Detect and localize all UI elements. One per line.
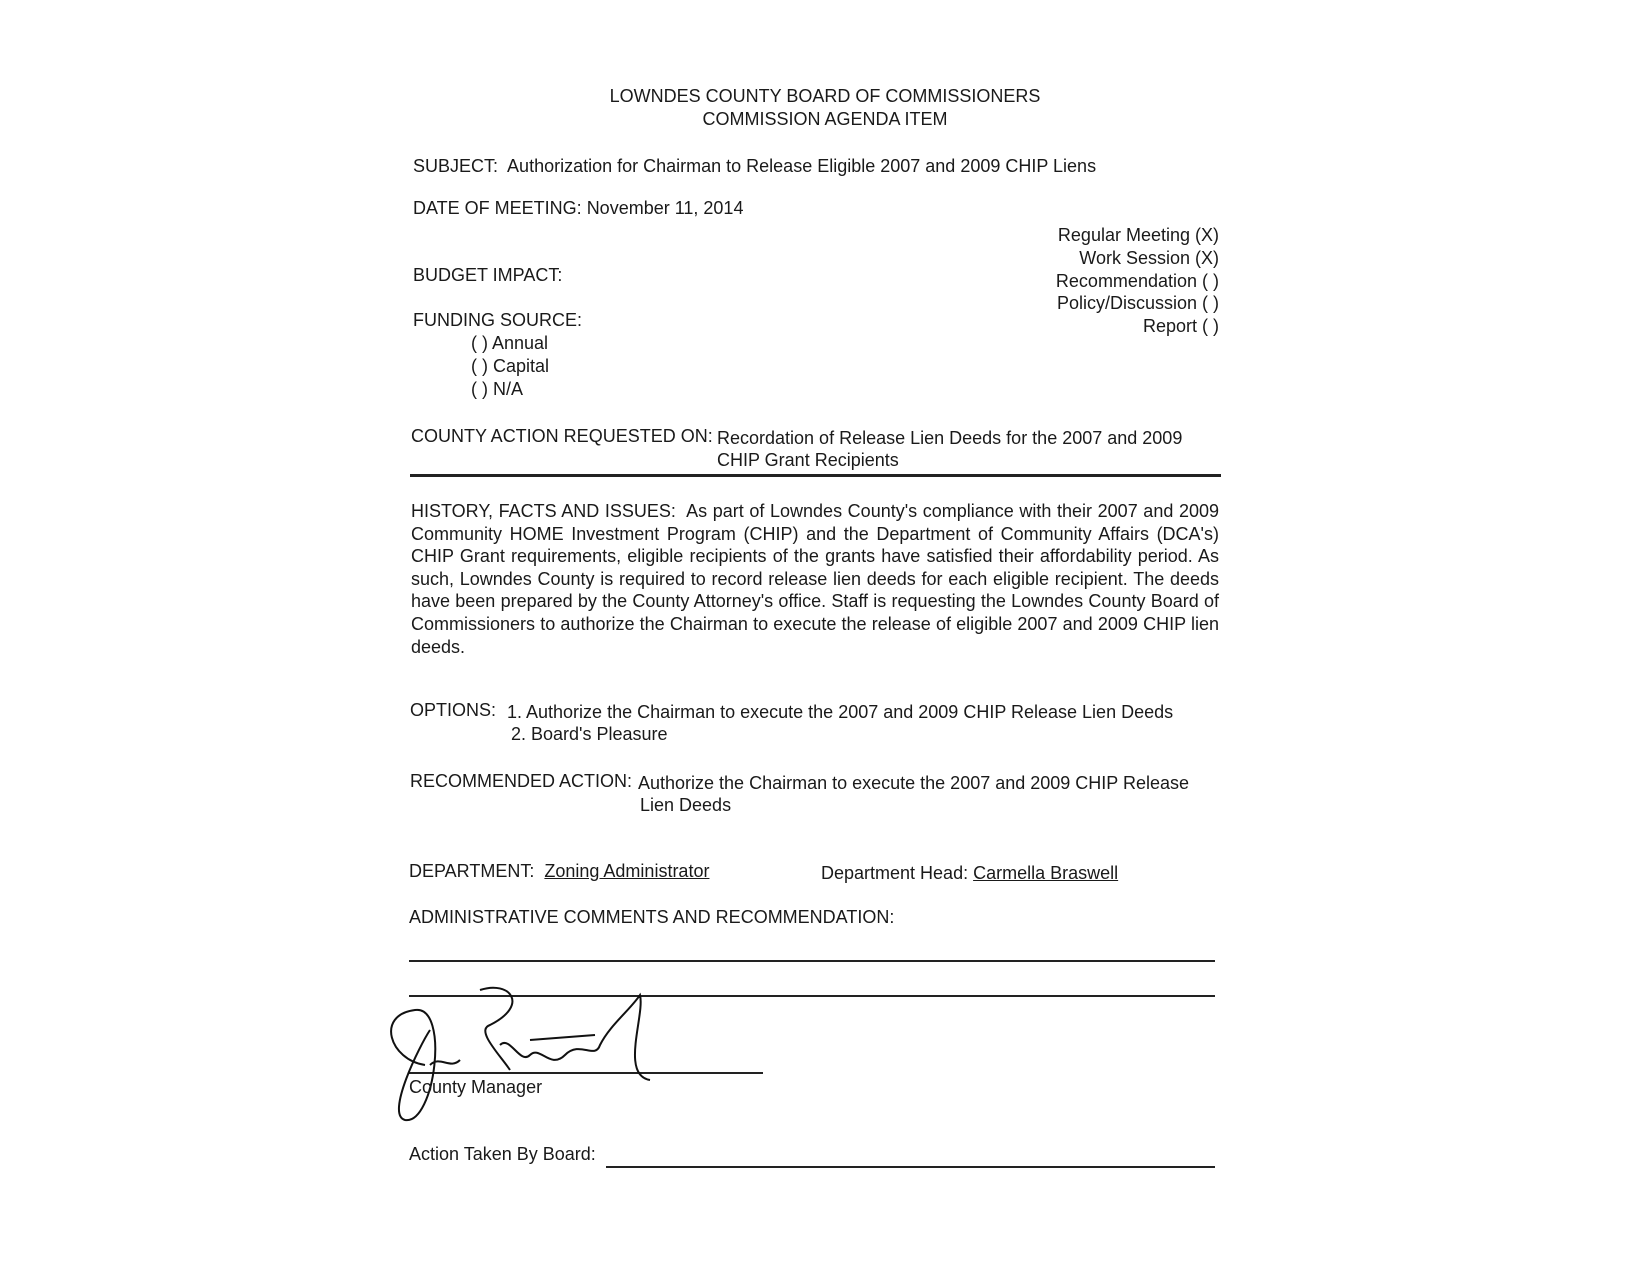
comment-line-1: [409, 960, 1215, 962]
header-subtitle: COMMISSION AGENDA ITEM: [702, 109, 948, 129]
option-2: 2. Board's Pleasure: [511, 724, 668, 744]
header-title: LOWNDES COUNTY BOARD OF COMMISSIONERS: [609, 86, 1041, 106]
county-action-line2: CHIP Grant Recipients: [717, 450, 899, 470]
funding-source-label: FUNDING SOURCE:: [413, 310, 583, 330]
meeting-type-policy: Policy/Discussion ( ): [1056, 293, 1219, 313]
funding-option-annual: ( ) Annual: [471, 333, 549, 353]
admin-comments-label: ADMINISTRATIVE COMMENTS AND RECOMMENDATION:: [409, 907, 895, 927]
funding-option-na: ( ) N/A: [471, 379, 523, 399]
budget-impact-label: BUDGET IMPACT:: [413, 265, 563, 285]
action-taken-label: Action Taken By Board:: [409, 1144, 596, 1164]
county-action-line1: Recordation of Release Lien Deeds for the 2007 and 2009: [717, 428, 1183, 448]
date-field: DATE OF MEETING: November 11, 2014: [413, 198, 744, 218]
recommended-action-line2: Lien Deeds: [640, 795, 732, 815]
county-action-label: COUNTY ACTION REQUESTED ON:: [411, 426, 713, 446]
funding-option-capital: ( ) Capital: [471, 356, 550, 376]
options-label: OPTIONS:: [410, 700, 497, 720]
history-paragraph: HISTORY, FACTS AND ISSUES: As part of Lowndes County's compliance with their 2007 and 2009 Community HOME Investment Program (CHIP) and the Department of Community Affairs (DCA's) CHIP Grant requirements, eligible recipients of the grants have satisfied their affordability period. As such, Lowndes County is required to record release lien deeds for each eligible recipient. The deeds have been prepared by the County Attorney's office. Staff is requesting the Lowndes County Board of Commissioners to authorize the Chairman to execute the release of eligible 2007 and 2009 CHIP lien deeds.: [411, 501, 1219, 657]
meeting-type-report: Report ( ): [1142, 316, 1219, 336]
section-divider: [410, 474, 1221, 477]
meeting-type-recommendation: Recommendation ( ): [1055, 271, 1219, 291]
recommended-action-line1: Authorize the Chairman to execute the 2007 and 2009 CHIP Release: [638, 773, 1190, 793]
signature-image: [380, 985, 700, 1125]
department-head-field: Department Head: Carmella Braswell: [821, 863, 1119, 883]
meeting-type-work-session: Work Session (X): [1079, 248, 1219, 268]
meeting-type-regular: Regular Meeting (X): [1057, 225, 1219, 245]
signature-label: County Manager: [409, 1077, 543, 1097]
action-taken-line: [606, 1166, 1215, 1168]
subject-field: SUBJECT: Authorization for Chairman to Release Eligible 2007 and 2009 CHIP Liens: [413, 156, 1097, 176]
department-field: DEPARTMENT: Zoning Administrator: [409, 861, 710, 881]
option-1: 1. Authorize the Chairman to execute the 2007 and 2009 CHIP Release Lien Deeds: [507, 702, 1174, 722]
recommended-action-label: RECOMMENDED ACTION:: [410, 771, 633, 791]
